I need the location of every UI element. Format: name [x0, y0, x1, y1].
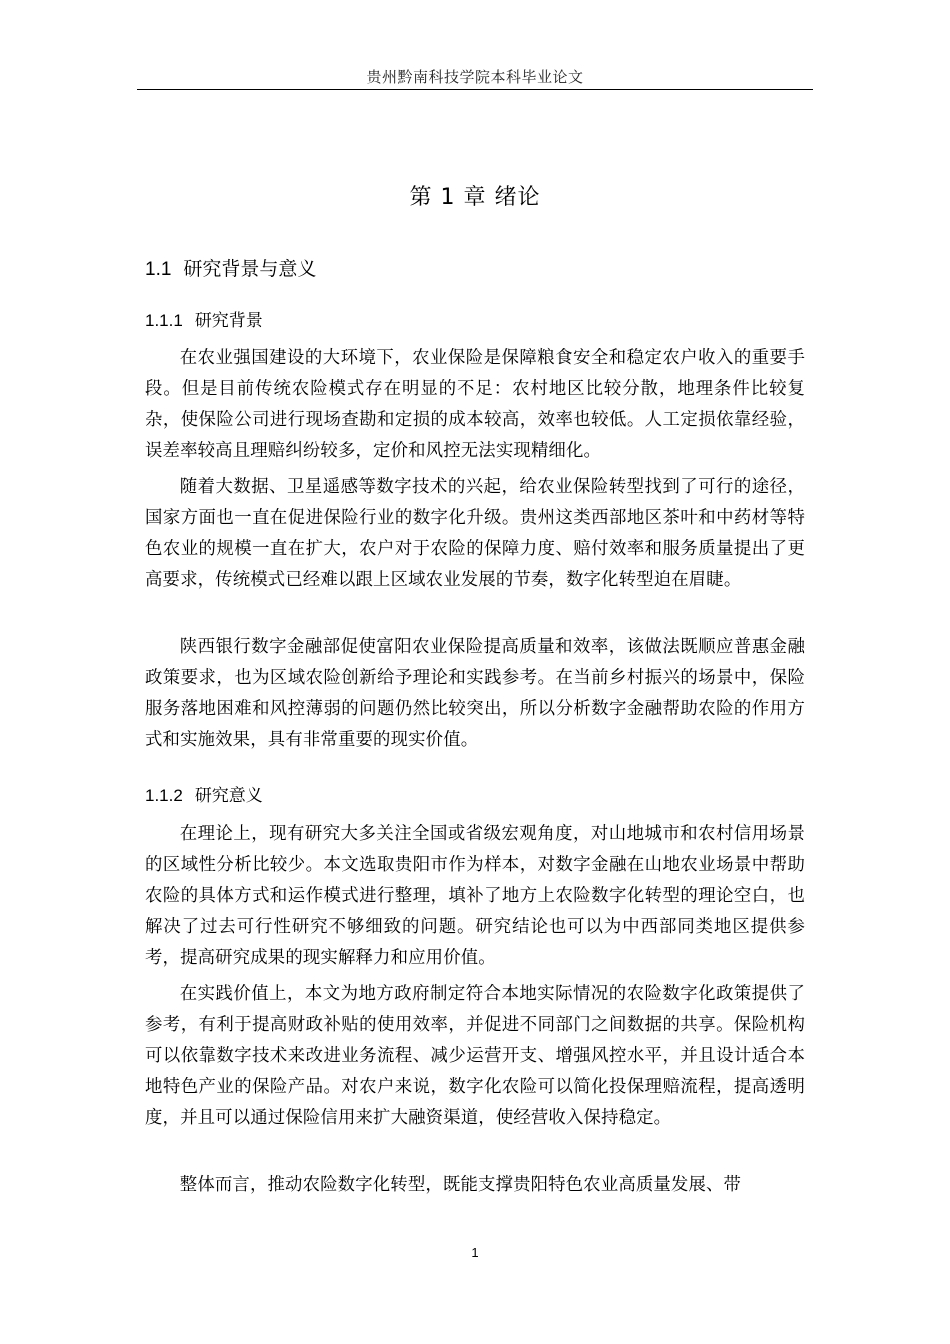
paragraph: 在理论上，现有研究大多关注全国或省级宏观角度，对山地城市和农村信用场景的区域性分析比较少。本文选取贵阳市作为样本，对数字金融在山地农业场景中帮助农险的具体方式和运作模式进行整理，填补了地方上农险数字化转型的理论空白，也解决了过去可行性研究不够细致的问题。研究结论也可以为中西部同类地区提供参考，提高研究成果的现实解释力和应用价值。 [145, 824, 805, 968]
subsection-number: 1.1.2 [145, 786, 183, 805]
subsection-heading-1-1-1 [145, 306, 263, 331]
paragraph: 随着大数据、卫星遥感等数字技术的兴起，给农业保险转型找到了可行的途径，国家方面也一直在促进保险行业的数字化升级。贵州这类西部地区茶叶和中药材等特色农业的规模一直在扩大，农户对于农险的保障力度、赔付效率和服务质量提出了更高要求，传统模式已经难以跟上区域农业发展的节奏，数字化转型迫在眉睫。 [145, 477, 805, 590]
section-title: 研究背景与意义 [183, 258, 317, 280]
subsection-title: 研究意义 [194, 786, 263, 806]
section-heading-1-1 [145, 254, 316, 281]
paragraph: 陕西银行数字金融部促使富阳农业保险提高质量和效率，该做法既顺应普惠金融政策要求，也为区域农险创新给予理论和实践参考。在当前乡村振兴的场景中，保险服务落地困难和风控薄弱的问题仍然比较突出，所以分析数字金融帮助农险的作用方式和实施效果，具有非常重要的现实价值。 [145, 637, 805, 750]
subsection-title: 研究背景 [194, 311, 263, 331]
paragraph: 在农业强国建设的大环境下，农业保险是保障粮食安全和稳定农户收入的重要手段。但是目前传统农险模式存在明显的不足：农村地区比较分散，地理条件比较复杂，使保险公司进行现场查勘和定损的成本较高，效率也较低。人工定损依靠经验，误差率较高且理赔纠纷较多，定价和风控无法实现精细化。 [145, 348, 805, 461]
paragraph: 整体而言，推动农险数字化转型，既能支撑贵阳特色农业高质量发展、带 [179, 1175, 742, 1195]
section-number: 1.1 [145, 259, 172, 280]
page-number: 1 [471, 1245, 479, 1260]
chapter-title: 第 1 章 绪论 [409, 185, 541, 210]
paragraph: 在实践价值上，本文为地方政府制定符合本地实际情况的农险数字化政策提供了参考，有利于提高财政补贴的使用效率，并促进不同部门之间数据的共享。保险机构可以依靠数字技术来改进业务流程、减少运营开支、增强风控水平，并且设计适合本地特色产业的保险产品。对农户来说，数字化农险可以简化投保理赔流程，提高透明度，并且可以通过保险信用来扩大融资渠道，使经营收入保持稳定。 [145, 984, 805, 1128]
subsection-heading-1-1-2 [145, 781, 263, 806]
running-header: 贵州黔南科技学院本科毕业论文 [366, 68, 584, 86]
subsection-number: 1.1.1 [145, 311, 183, 330]
header-divider [137, 89, 813, 90]
